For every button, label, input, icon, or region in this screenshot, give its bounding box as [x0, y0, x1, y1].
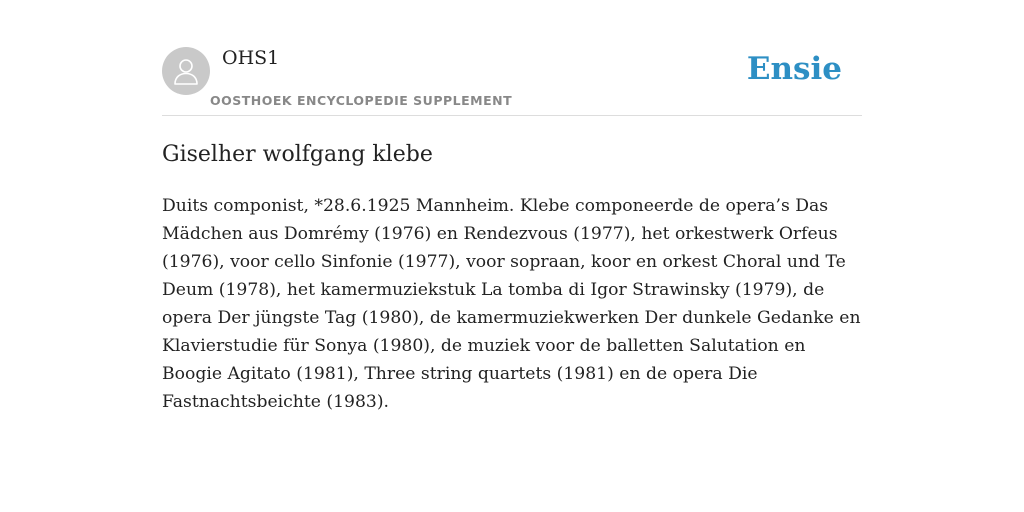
source-label[interactable]: OOSTHOEK ENCYCLOPEDIE SUPPLEMENT	[210, 93, 513, 108]
article-body: Duits componist, *28.6.1925 Mannheim. Klebe componeerde de opera’s Das Mädchen aus Domrémy (1976) en Rendezvous (1977), het orkestwerk Orfeus (1976), voor cello Sinfonie (1977), voor sopraan, koor en orkest Choral und Te Deum (1978), het kamermuziekstuk La tomba di Igor Strawinsky (1979), de opera Der jüngste Tag (1980), de kamermuziekwerken Der dunkele Gedanke en Klavierstudie für Sonya (1980), de muziek voor de balletten Salutation en Boogie Agitato (1981), Three string quartets (1981) en de opera Die Fastnachtsbeichte (1983).	[162, 196, 861, 412]
avatar[interactable]	[162, 47, 210, 95]
header-divider	[162, 115, 862, 116]
entry-card	[162, 0, 862, 512]
user-icon	[171, 56, 201, 86]
article-title: Giselher wolfgang klebe	[162, 142, 433, 167]
username-link[interactable]: OHS1	[222, 47, 280, 69]
brand-logo[interactable]: Ensie	[746, 51, 842, 87]
